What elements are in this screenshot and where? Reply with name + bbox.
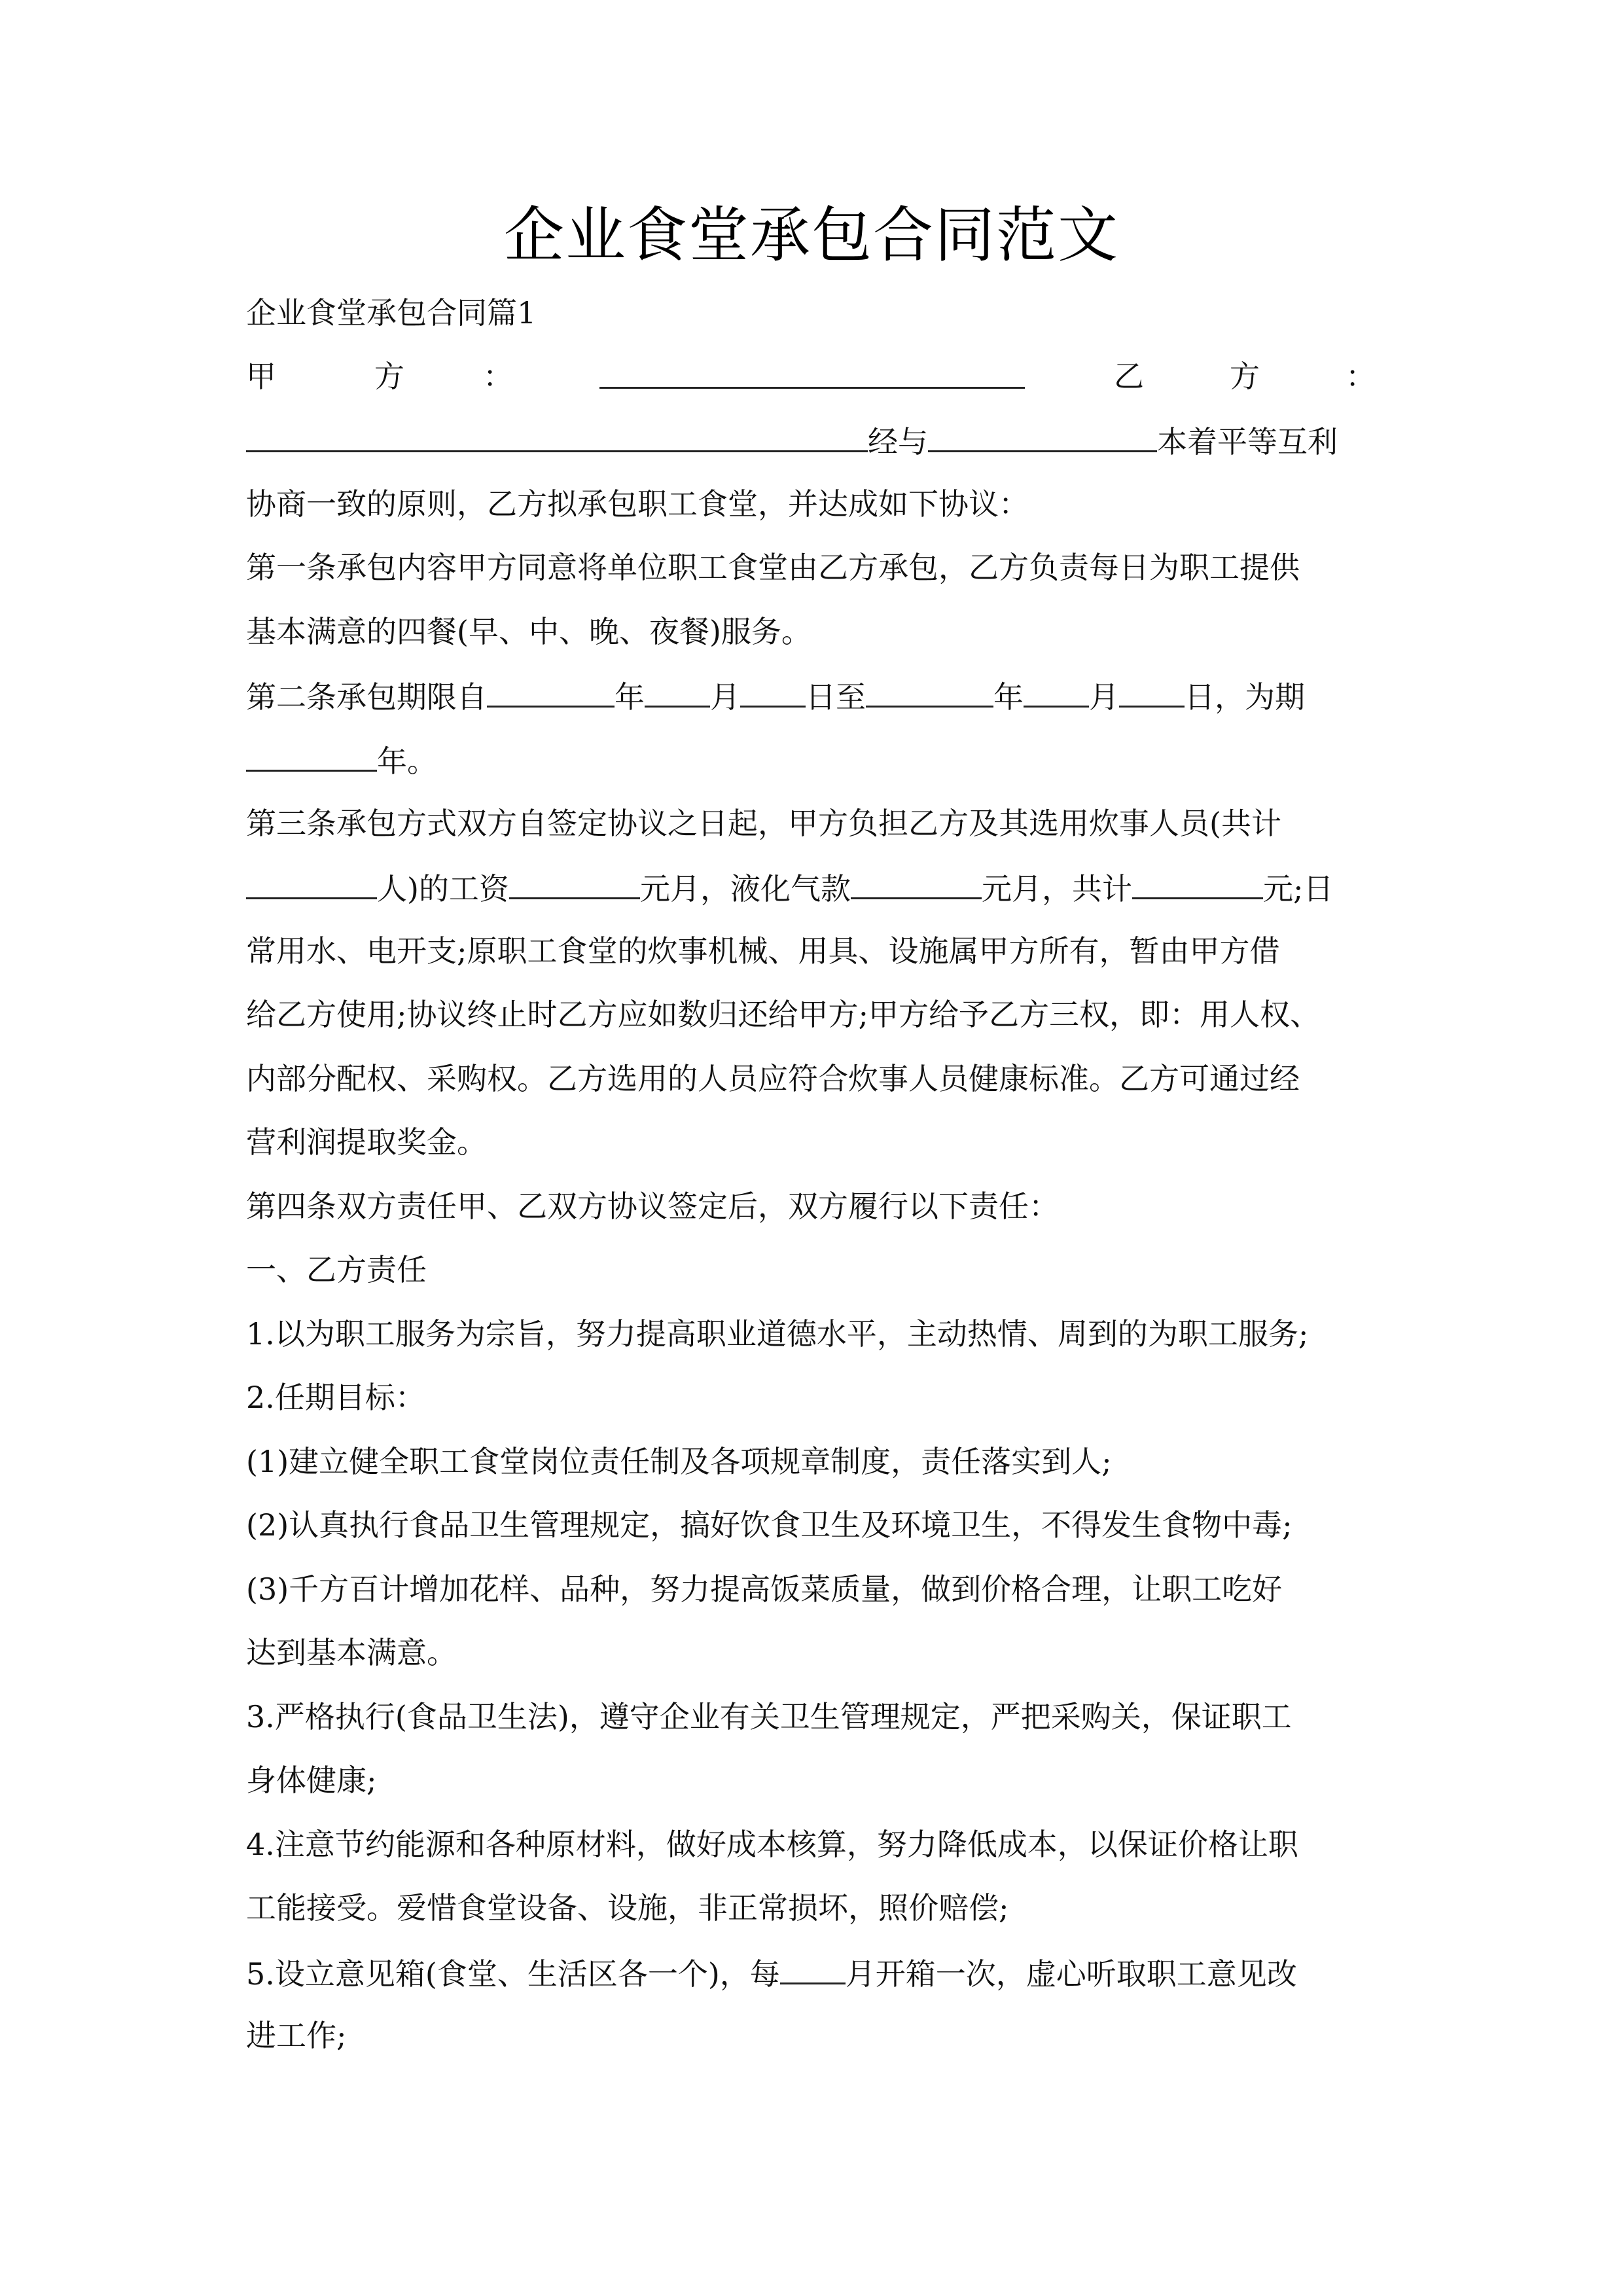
term-tail: 年。 bbox=[377, 744, 437, 779]
month-label: 月 bbox=[1089, 679, 1119, 715]
article-3-line-1: 第三条承包方式双方自签定协议之日起，甲方负担乙方及其选用炊事人员(共计 bbox=[246, 806, 1281, 841]
gas-field[interactable] bbox=[851, 867, 982, 899]
start-year-field[interactable] bbox=[487, 675, 615, 708]
intermediary-field[interactable] bbox=[928, 420, 1157, 452]
item-1: 1.以为职工服务为宗旨，努力提高职业道德水平，主动热情、周到的为职工服务; bbox=[246, 1316, 1309, 1352]
item-3-line-2: 身体健康; bbox=[246, 1763, 377, 1798]
wage-label: 人)的工资 bbox=[377, 871, 509, 906]
article-3-line-5: 内部分配权、采购权。乙方选用的人员应符合炊事人员健康标准。乙方可通过经 bbox=[246, 1061, 1300, 1096]
party-b-colon: ： bbox=[1346, 359, 1376, 394]
via-text: 经与 bbox=[868, 424, 928, 459]
subtitle: 企业食堂承包合同篇1 bbox=[246, 295, 537, 331]
day-to-label: 日至 bbox=[806, 679, 866, 715]
principle-tail: 本着平等互利 bbox=[1157, 424, 1338, 459]
gas-label: 元月，液化气款 bbox=[639, 871, 851, 906]
sub-item-3-line-1: (3)千方百计增加花样、品种，努力提高饭菜质量，做到价格合理，让职工吃好 bbox=[246, 1571, 1283, 1607]
item-2: 2.任期目标： bbox=[246, 1380, 425, 1415]
party-b-name-field[interactable] bbox=[246, 420, 868, 452]
article-3-line-3: 常用水、电开支;原职工食堂的炊事机械、用具、设施属甲方所有，暂由甲方借 bbox=[246, 933, 1280, 969]
party-a-name-field[interactable] bbox=[599, 357, 1025, 389]
total-suffix: 元;日 bbox=[1262, 871, 1334, 906]
start-day-field[interactable] bbox=[740, 675, 806, 708]
article-3-line-4: 给乙方使用;协议终止时乙方应如数归还给甲方;甲方给予乙方三权，即：用人权、 bbox=[246, 997, 1320, 1032]
party-a-colon: ： bbox=[483, 359, 513, 394]
document-title: 企业食堂承包合同范文 bbox=[503, 200, 1119, 270]
article-4-line-1: 第四条双方责任甲、乙双方协议签定后，双方履行以下责任： bbox=[246, 1189, 1059, 1224]
article-1-line-1: 第一条承包内容甲方同意将单位职工食堂由乙方承包，乙方负责每日为职工提供 bbox=[246, 550, 1300, 585]
item-4-line-2: 工能接受。爱惜食堂设备、设施，非正常损坏，照价赔偿; bbox=[246, 1890, 1009, 1926]
party-a-char-1: 甲 bbox=[246, 359, 276, 394]
article-3-line-6: 营利润提取奖金。 bbox=[246, 1124, 487, 1160]
article-1-line-2: 基本满意的四餐(早、中、晚、夜餐)服务。 bbox=[246, 614, 812, 649]
end-day-field[interactable] bbox=[1119, 675, 1185, 708]
end-year-field[interactable] bbox=[866, 675, 993, 708]
staff-count-field[interactable] bbox=[246, 867, 377, 899]
start-month-field[interactable] bbox=[645, 675, 710, 708]
party-b-line bbox=[246, 420, 1378, 461]
item-5-line-1 bbox=[246, 1952, 1378, 1994]
year-label: 年 bbox=[615, 679, 645, 715]
year-label: 年 bbox=[993, 679, 1024, 715]
sub-item-3-line-2: 达到基本满意。 bbox=[246, 1635, 457, 1670]
item-5-line-2: 进工作; bbox=[246, 2018, 347, 2053]
article-2-line-2 bbox=[246, 740, 1378, 781]
wage-field[interactable] bbox=[509, 867, 640, 899]
article-3-line-2 bbox=[246, 867, 1378, 908]
party-a-char-2: 方 bbox=[374, 359, 404, 394]
month-label: 月 bbox=[710, 679, 740, 715]
article-2-prefix: 第二条承包期限自 bbox=[246, 679, 487, 715]
day-end-label: 日，为期 bbox=[1185, 679, 1305, 715]
total-label: 元月，共计 bbox=[981, 871, 1132, 906]
item-5-prefix: 5.设立意见箱(食堂、生活区各一个)，每 bbox=[246, 1956, 780, 1992]
section-heading: 一、乙方责任 bbox=[246, 1252, 427, 1287]
item-3-line-1: 3.严格执行(食品卫生法)，遵守企业有关卫生管理规定，严把采购关，保证职工 bbox=[246, 1699, 1292, 1734]
item-4-line-1: 4.注意节约能源和各种原材料，做好成本核算，努力降低成本，以保证价格让职 bbox=[246, 1827, 1298, 1862]
sub-item-1: (1)建立健全职工食堂岗位责任制及各项规章制度，责任落实到人; bbox=[246, 1444, 1112, 1479]
principle-line: 协商一致的原则，乙方拟承包职工食堂，并达成如下协议： bbox=[246, 486, 1029, 522]
article-2-line-1 bbox=[246, 675, 1378, 717]
total-field[interactable] bbox=[1132, 867, 1263, 899]
party-b-char-1: 乙 bbox=[1114, 359, 1144, 394]
interval-months-field[interactable] bbox=[780, 1952, 846, 1984]
term-years-field[interactable] bbox=[246, 740, 377, 772]
party-b-char-2: 方 bbox=[1230, 359, 1260, 394]
item-5-suffix: 月开箱一次，虚心听取职工意见改 bbox=[845, 1956, 1297, 1992]
sub-item-2: (2)认真执行食品卫生管理规定，搞好饮食卫生及环境卫生，不得发生食物中毒; bbox=[246, 1507, 1293, 1543]
end-month-field[interactable] bbox=[1024, 675, 1089, 708]
